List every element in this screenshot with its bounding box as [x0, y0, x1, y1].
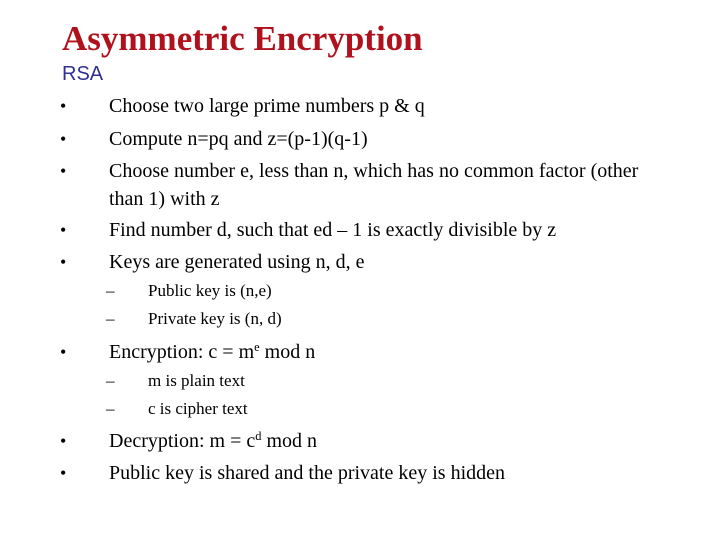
bullet-icon: •	[60, 342, 67, 362]
bullet-text: Keys are generated using n, d, e	[109, 251, 365, 273]
bullet-text: Public key is shared and the private key is hidden	[109, 462, 506, 484]
bullet-icon: •	[60, 252, 67, 272]
bullet-text: Choose number e, less than n, which has no common factor (other	[109, 160, 639, 182]
dash-icon: –	[106, 309, 115, 328]
dash-icon: –	[106, 371, 115, 390]
encryption-formula	[109, 339, 315, 365]
slide-subtitle: RSA	[62, 63, 104, 85]
bullet-icon: •	[60, 96, 67, 116]
formula-exponent: d	[255, 429, 262, 444]
slide-title: Asymmetric Encryption	[62, 19, 423, 58]
formula-text: mod n	[261, 430, 318, 452]
bullet-text: Choose two large prime numbers p & q	[109, 95, 425, 117]
bullet-text-continuation: than 1) with z	[109, 188, 220, 210]
sub-bullet-text: c is cipher text	[148, 399, 248, 418]
bullet-icon: •	[60, 129, 67, 149]
decryption-formula	[109, 428, 317, 454]
formula-exponent: e	[254, 340, 260, 355]
bullet-icon: •	[60, 431, 67, 451]
bullet-text: Find number d, such that ed – 1 is exactly divisible by z	[109, 219, 557, 241]
formula-text: Encryption: c = m	[109, 341, 255, 363]
bullet-icon: •	[60, 220, 67, 240]
sub-bullet-text: Private key is (n, d)	[148, 309, 282, 328]
sub-bullet-text: Public key is (n,e)	[148, 281, 272, 300]
bullet-icon: •	[60, 161, 67, 181]
bullet-text: Compute n=pq and z=(p-1)(q-1)	[109, 128, 368, 150]
dash-icon: –	[106, 399, 115, 418]
sub-bullet-text: m is plain text	[148, 371, 245, 390]
formula-text: mod n	[259, 341, 316, 363]
dash-icon: –	[106, 281, 115, 300]
bullet-icon: •	[60, 463, 67, 483]
formula-text: Decryption: m = c	[109, 430, 256, 452]
